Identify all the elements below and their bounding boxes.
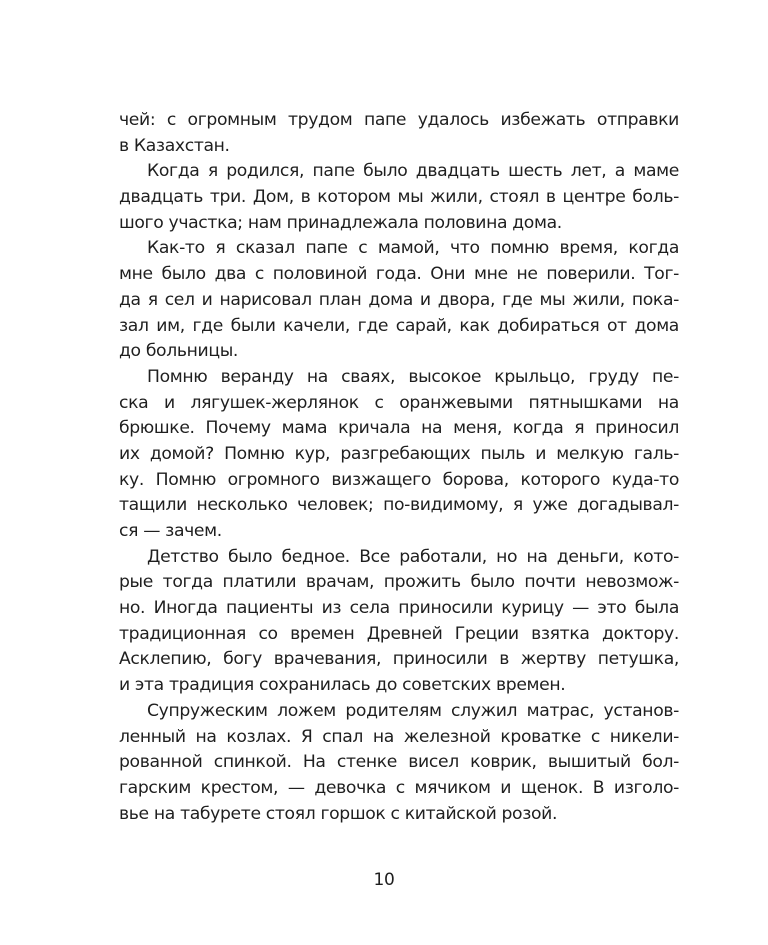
text-line: ленный на козлах. Я спал на железной кроватке с никели- <box>119 726 679 747</box>
text-line: и эта традиция сохранилась до советских времен. <box>119 675 566 696</box>
text-line: до больницы. <box>119 341 239 362</box>
text-line: шого участка; нам принадлежала половина дома. <box>119 212 562 233</box>
text-line: рованной спинкой. На стенке висел коврик, вышитый бол- <box>119 752 679 773</box>
text-line: ска и лягушек-жерлянок с оранжевыми пятнышками на <box>119 392 679 413</box>
text-line: рые тогда платили врачам, прожить было почти невозмож- <box>119 572 679 593</box>
text-line: чей: с огромным трудом папе удалось избежать отправки <box>119 110 679 130</box>
text-line: зал им, где были качели, где сарай, как добираться от дома <box>119 315 679 336</box>
text-line: гарским крестом, — девочка с мячиком и щенок. В изголо- <box>119 777 679 798</box>
text-line: Асклепию, богу врачевания, приносили в жертву петушка, <box>119 649 679 670</box>
text-line: двадцать три. Дом, в котором мы жили, стоял в центре боль- <box>119 187 679 208</box>
text-line: Как-то я сказал папе с мамой, что помню время, когда <box>147 238 679 259</box>
text-line: но. Иногда пациенты из села приносили курицу — это была <box>119 598 679 619</box>
text-line: Детство было бедное. Все работали, но на деньги, кото- <box>147 546 679 567</box>
text-line: их домой? Помню кур, разгребающих пыль и мелкую галь- <box>119 443 679 464</box>
text-line: да я сел и нарисовал план дома и двора, где мы жили, пока- <box>119 289 679 310</box>
page-number: 10 <box>373 870 395 890</box>
text-line: традиционная со времен Древней Греции взятка доктору. <box>119 623 679 644</box>
text-line: брюшке. Почему мама кричала на меня, когда я приносил <box>119 418 679 439</box>
text-line: Когда я родился, папе было двадцать шесть лет, а маме <box>147 161 679 182</box>
text-line: Супружеским ложем родителям служил матрас, установ- <box>147 700 679 721</box>
text-line: тащили несколько человек; по-видимому, я уже догадывал- <box>119 495 679 516</box>
text-line: вье на табурете стоял горшок с китайской розой. <box>119 803 558 824</box>
text-line: Помню веранду на сваях, высокое крыльцо, груду пе- <box>147 366 679 387</box>
text-line: ку. Помню огромного визжащего борова, которого куда-то <box>119 469 679 490</box>
text-line: в Казахстан. <box>119 135 230 156</box>
text-line: ся — зачем. <box>119 521 222 541</box>
book-page-text <box>119 108 679 827</box>
text-line: мне было два с половиной года. Они мне не поверили. Тог- <box>119 264 679 285</box>
